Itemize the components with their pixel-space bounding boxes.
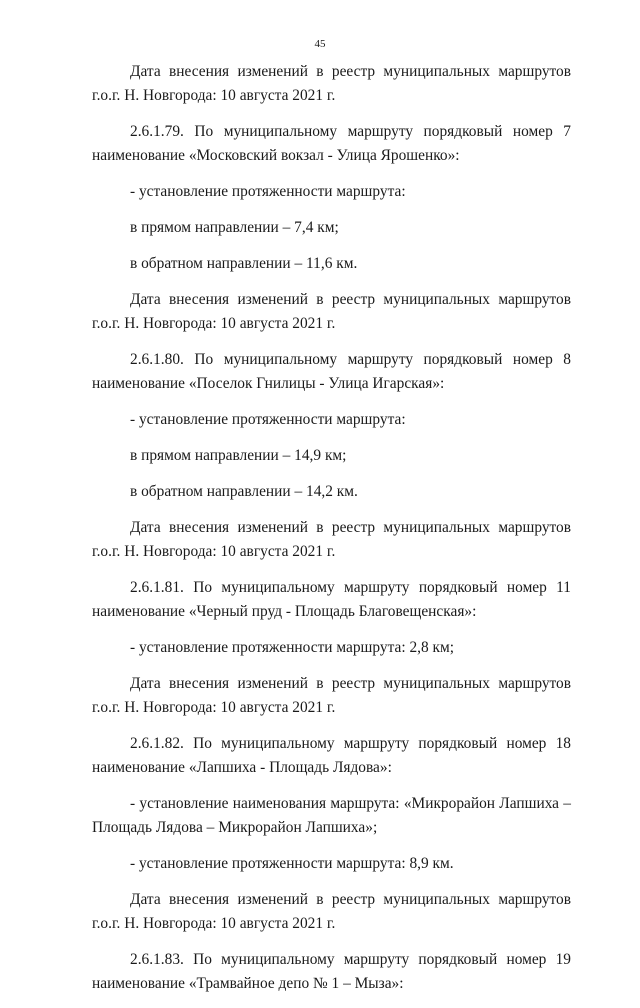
page-number: 45 [314, 38, 326, 50]
paragraph-route-2-6-1-81: 2.6.1.81. По муниципальному маршруту порядковый номер 11 наименование «Черный пруд - Площадь Благовещенская»: [92, 579, 571, 620]
paragraph-registry-date: Дата внесения изменений в реестр муниципальных маршрутов г.о.г. Н. Новгорода: 10 августа 2021 г. [92, 291, 571, 332]
paragraph-route-2-6-1-82: 2.6.1.82. По муниципальному маршруту порядковый номер 18 наименование «Лапшиха - Площадь Лядова»: [92, 735, 571, 776]
paragraph-reverse-length: в обратном направлении – 11,6 км. [130, 255, 358, 272]
paragraph-route-2-6-1-79: 2.6.1.79. По муниципальному маршруту порядковый номер 7 наименование «Московский вокзал - Улица Ярошенко»: [92, 123, 571, 164]
paragraph-registry-date: Дата внесения изменений в реестр муниципальных маршрутов г.о.г. Н. Новгорода: 10 августа 2021 г. [92, 675, 571, 716]
document-body [92, 60, 571, 1008]
paragraph-registry-date: Дата внесения изменений в реестр муниципальных маршрутов г.о.г. Н. Новгорода: 10 августа 2021 г. [92, 519, 571, 560]
paragraph-route-name-change: - установление наименования маршрута: «Микрорайон Лапшиха – Площадь Лядова – Микрорайон Лапшиха»; [92, 795, 571, 836]
paragraph-length-value: - установление протяженности маршрута: 8,9 км. [130, 855, 454, 872]
paragraph-reverse-length: в обратном направлении – 14,2 км. [130, 483, 358, 500]
paragraph-forward-length: в прямом направлении – 14,9 км; [130, 447, 347, 464]
paragraph-registry-date: Дата внесения изменений в реестр муниципальных маршрутов г.о.г. Н. Новгорода: 10 августа 2021 г. [92, 63, 571, 104]
paragraph-length-value: - установление протяженности маршрута: 2,8 км; [130, 639, 455, 656]
paragraph-length-heading: - установление протяженности маршрута: [130, 411, 406, 428]
paragraph-length-heading: - установление протяженности маршрута: [130, 183, 406, 200]
paragraph-route-2-6-1-83: 2.6.1.83. По муниципальному маршруту порядковый номер 19 наименование «Трамвайное депо № 1 – Мыза»: [92, 951, 571, 992]
paragraph-forward-length: в прямом направлении – 7,4 км; [130, 219, 339, 236]
paragraph-route-2-6-1-80: 2.6.1.80. По муниципальному маршруту порядковый номер 8 наименование «Поселок Гнилицы - Улица Игарская»: [92, 351, 571, 392]
paragraph-registry-date: Дата внесения изменений в реестр муниципальных маршрутов г.о.г. Н. Новгорода: 10 августа 2021 г. [92, 891, 571, 932]
